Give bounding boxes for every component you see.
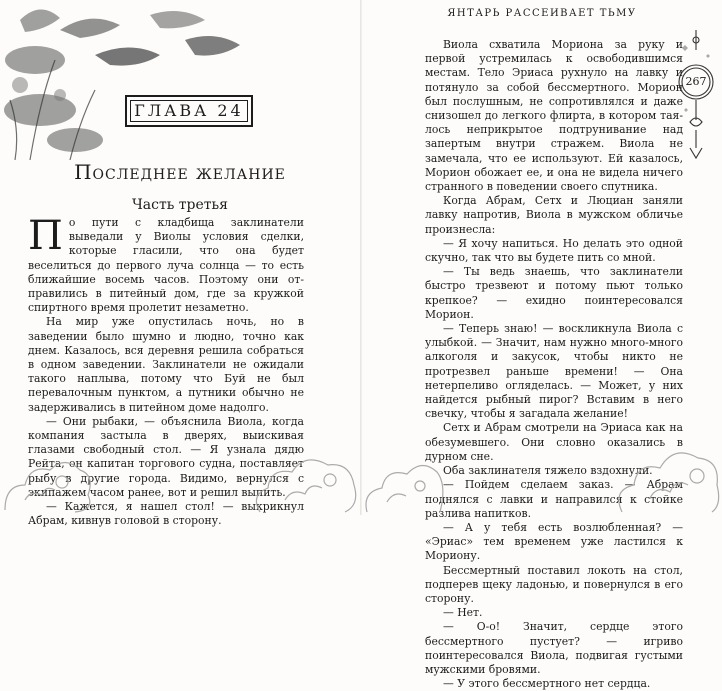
book-gutter [360,0,362,515]
paragraph: — Кажется, я нашел стол! — выкрикнул Абрам, кивнув головой в сторону. [28,500,304,528]
paragraph: Виола схватила Мориона за руку и первой устремилась к освободившимся местам. Тело Эриаса рухнуло на лавку и потянуло за собой бессмертного. Морион был послушным, не сопротивлялся и даже снизошел до легкого флирта, в котором таялось неприкрытое подтрунивание над запертым внутри стражем. Виола не замечала, что ее используют. Ей казалось, Морион обожает ее, и она не видела ничего странного в поведении своего спутника. [425,38,683,194]
paragraph: — А у тебя есть возлюбленная? — «Эриас» тем временем уже ластился к Мориону. [425,520,683,563]
paragraph: — Они рыбаки, — объяснила Виола, когда компания застыла в дверях, выискивая глазами свободный стол. — Я узнала дядю Рейта, он капитан торгового судна, поставляет рыбу в другие города. Видимо, вернулся с экипажем часом ранее, вот и решил выпить. [28,414,304,499]
cloud-ornament-icon [362,440,447,515]
paragraph: Оба заклинателя тяжело вздохнули. [443,464,653,478]
paragraph: — Пойдем сделаем заказ. — Абрам поднялся с лавки и направился к стойке разлива напитков. [425,478,683,520]
cloud-ornament-icon [612,430,722,515]
part-title: Часть третья [131,197,229,213]
paragraph: — Теперь знаю! — воскликнула Виола с улыбкой. — Значит, нам нужно много-много алкоголя и закусок, чтобы никто не протрезвел раньше времени! — Она нетерпеливо огляделась. — Может, у них найдется рыбный пирог? Вставим в него свечку, чтобы я загадала желание! [425,322,683,421]
paragraph: — Нет. [443,606,483,620]
paragraph: — О-о! Значит, сердце этого бессмертного пустует? — игриво поинтересовался Виола, подвигая густыми мужскими бровями. [425,620,683,676]
paragraph: Сетх и Абрам смотрели на Эриаса как на обезумевшего. Они словно оказались в дурном сне. [425,421,683,463]
paragraph: Бессмертный поставил локоть на стол, подперев щеку ладонью, и повернулся в его сторону. [425,563,683,605]
right-body-text [425,38,683,691]
paragraph: На мир уже опустилась ночь, но в заведении было шумно и людно, точно как днем. Казалось, вся деревня решила собраться в одном заведении. Заклинатели не ожидали такого наплыва, потому что Буй не был перевалочным пунктом, а путники обычно не задерживались в питейном доме надолго. [28,315,304,414]
paragraph: Когда Абрам, Сетх и Люциан заняли лавку напротив, Виола в мужском обличье произнесла: [425,194,683,236]
cloud-ornament-icon [250,440,360,515]
paragraph: — Я хочу напиться. Но делать это одной скучно, так что вы будете пить со мной. [425,236,683,265]
paragraph: По пути с кладбища заклинатели выведали у Виолы условия сделки, которые гласили, что она будет веселиться до первого луча солнца — то есть ближайшие восемь часов. Поэтому они отправились в питейный дом, где за кружкой спиртного время пролетит незаметно. [28,213,304,315]
drop-cap: П [28,213,63,259]
chapter-title: Последнее желание [74,160,286,184]
cloud-ornament-icon [0,440,95,515]
page-number: 267 [685,75,707,88]
paragraph: — У этого бессмертного нет сердца. [443,677,651,691]
chapter-label: ГЛАВА 24 [125,95,253,127]
koi-lotus-illustration [0,0,260,160]
paragraph: — Ты ведь знаешь, что заклинатели быстро трезвеют и потому пьют только крепкое? — ехидно поинтересовался Морион. [425,265,683,321]
running-head: ЯНТАРЬ РАССЕИВАЕТ ТЬМУ [447,8,637,19]
